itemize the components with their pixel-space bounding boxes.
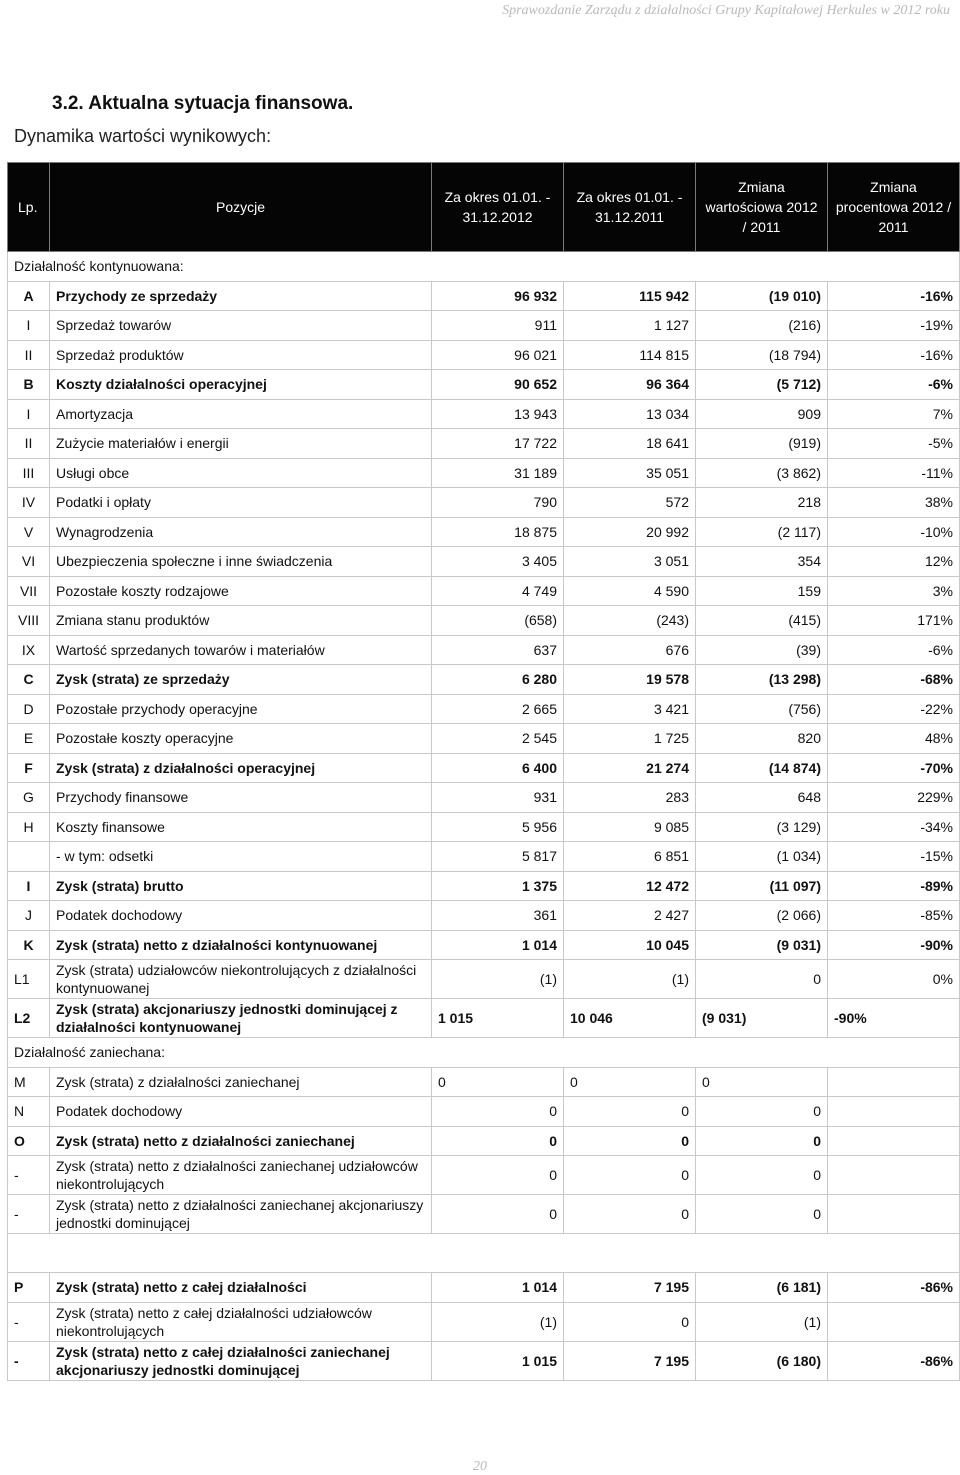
table-row <box>8 340 960 370</box>
row-value-2012: 637 <box>432 635 564 665</box>
row-value-2012: 96 021 <box>432 340 564 370</box>
row-percent <box>828 1156 960 1195</box>
row-value-2011: 572 <box>564 488 696 518</box>
row-change: 218 <box>696 488 828 518</box>
row-lp: - <box>8 1341 50 1380</box>
row-name: Zysk (strata) z działalności zaniechanej <box>50 1067 432 1097</box>
table-row <box>8 930 960 960</box>
row-percent: -10% <box>828 517 960 547</box>
row-change: (5 712) <box>696 370 828 400</box>
row-name: Zysk (strata) netto z całej działalności zaniechanej akcjonariuszy jednostki dominującej <box>50 1341 432 1380</box>
row-change: (1 034) <box>696 842 828 872</box>
row-change: 0 <box>696 1195 828 1234</box>
row-lp <box>8 842 50 872</box>
row-value-2011: 10 046 <box>564 999 696 1038</box>
row-lp: E <box>8 724 50 754</box>
row-percent: -68% <box>828 665 960 695</box>
table-row <box>8 812 960 842</box>
row-value-2011: 0 <box>564 1097 696 1127</box>
row-percent <box>828 1067 960 1097</box>
table-row <box>8 665 960 695</box>
running-header: Sprawozdanie Zarządu z działalności Grupy Kapitałowej Herkules w 2012 roku <box>502 3 950 18</box>
row-percent: 171% <box>828 606 960 636</box>
row-value-2012: 31 189 <box>432 458 564 488</box>
row-lp: K <box>8 930 50 960</box>
row-name: - w tym: odsetki <box>50 842 432 872</box>
row-name: Podatki i opłaty <box>50 488 432 518</box>
row-change: (6 180) <box>696 1341 828 1380</box>
row-value-2011: 7 195 <box>564 1273 696 1303</box>
row-change: (2 066) <box>696 901 828 931</box>
row-value-2012: 4 749 <box>432 576 564 606</box>
row-name: Zysk (strata) ze sprzedaży <box>50 665 432 695</box>
header-percent-change: Zmiana procentowa 2012 / 2011 <box>828 163 960 252</box>
row-percent: -6% <box>828 635 960 665</box>
row-percent: -6% <box>828 370 960 400</box>
row-value-2011: 21 274 <box>564 753 696 783</box>
row-value-2012: 0 <box>432 1097 564 1127</box>
row-lp: - <box>8 1195 50 1234</box>
row-value-2012: 13 943 <box>432 399 564 429</box>
financial-table <box>7 162 960 1381</box>
row-change: (13 298) <box>696 665 828 695</box>
row-value-2011: 0 <box>564 1156 696 1195</box>
row-lp: III <box>8 458 50 488</box>
row-lp: C <box>8 665 50 695</box>
row-name: Zysk (strata) netto z działalności kontynuowanej <box>50 930 432 960</box>
row-percent: 3% <box>828 576 960 606</box>
row-lp: B <box>8 370 50 400</box>
row-change: 648 <box>696 783 828 813</box>
header-period-2012: Za okres 01.01. - 31.12.2012 <box>432 163 564 252</box>
row-lp: G <box>8 783 50 813</box>
row-percent <box>828 1097 960 1127</box>
row-name: Zysk (strata) netto z działalności zaniechanej udziałowców niekontrolujących <box>50 1156 432 1195</box>
row-value-2012: 96 932 <box>432 281 564 311</box>
row-change: (18 794) <box>696 340 828 370</box>
row-value-2012: 1 015 <box>432 1341 564 1380</box>
row-name: Zysk (strata) netto z całej działalności udziałowców niekontrolujących <box>50 1302 432 1341</box>
row-name: Przychody ze sprzedaży <box>50 281 432 311</box>
table-row-p <box>8 1273 960 1303</box>
row-name: Podatek dochodowy <box>50 1097 432 1127</box>
row-name: Przychody finansowe <box>50 783 432 813</box>
row-name: Zysk (strata) netto z działalności zaniechanej <box>50 1126 432 1156</box>
row-value-2012: 911 <box>432 311 564 341</box>
row-lp: IV <box>8 488 50 518</box>
row-value-2011: 115 942 <box>564 281 696 311</box>
row-value-2012: 18 875 <box>432 517 564 547</box>
row-name: Zysk (strata) brutto <box>50 871 432 901</box>
table-row <box>8 871 960 901</box>
row-lp: H <box>8 812 50 842</box>
row-value-2011: 676 <box>564 635 696 665</box>
row-percent: -85% <box>828 901 960 931</box>
row-value-2011: 20 992 <box>564 517 696 547</box>
row-name: Amortyzacja <box>50 399 432 429</box>
row-percent: 229% <box>828 783 960 813</box>
table-row-total-parent <box>8 1341 960 1380</box>
row-value-2012: 1 014 <box>432 1273 564 1303</box>
table-row-total-minority <box>8 1302 960 1341</box>
row-lp: I <box>8 871 50 901</box>
row-percent: -11% <box>828 458 960 488</box>
row-name: Zysk (strata) akcjonariuszy jednostki dominującej z działalności kontynuowanej <box>50 999 432 1038</box>
row-value-2012: 0 <box>432 1156 564 1195</box>
row-value-2012: 6 400 <box>432 753 564 783</box>
subtitle: Dynamika wartości wynikowych: <box>14 126 272 146</box>
row-percent <box>828 1302 960 1341</box>
row-lp: VI <box>8 547 50 577</box>
row-percent <box>828 1195 960 1234</box>
row-value-2011: 0 <box>564 1302 696 1341</box>
row-value-2011: 0 <box>564 1126 696 1156</box>
table-header-row <box>8 163 960 252</box>
row-name: Zysk (strata) udziałowców niekontrolujących z działalności kontynuowanej <box>50 960 432 999</box>
table-row <box>8 458 960 488</box>
row-value-2012: 931 <box>432 783 564 813</box>
table-row <box>8 901 960 931</box>
row-lp: M <box>8 1067 50 1097</box>
row-value-2012: 1 375 <box>432 871 564 901</box>
section-row-discontinued <box>8 1038 960 1068</box>
row-name: Zysk (strata) netto z całej działalności <box>50 1273 432 1303</box>
row-percent: 12% <box>828 547 960 577</box>
row-change: 909 <box>696 399 828 429</box>
row-lp: P <box>8 1273 50 1303</box>
row-change: 820 <box>696 724 828 754</box>
row-name: Zysk (strata) netto z działalności zaniechanej akcjonariuszy jednostki dominującej <box>50 1195 432 1234</box>
row-value-2012: 361 <box>432 901 564 931</box>
row-change: (6 181) <box>696 1273 828 1303</box>
page-number: 20 <box>473 1459 487 1474</box>
row-change: (919) <box>696 429 828 459</box>
row-name: Zużycie materiałów i energii <box>50 429 432 459</box>
row-value-2012: 0 <box>432 1195 564 1234</box>
section-label-discontinued: Działalność zaniechana: <box>8 1038 960 1068</box>
table-row <box>8 606 960 636</box>
table-row <box>8 724 960 754</box>
row-lp: II <box>8 340 50 370</box>
row-lp: N <box>8 1097 50 1127</box>
header-items: Pozycje <box>50 163 432 252</box>
row-value-2012: (1) <box>432 1302 564 1341</box>
row-value-2012: 5 956 <box>432 812 564 842</box>
row-value-2011: 7 195 <box>564 1341 696 1380</box>
row-value-2012: 6 280 <box>432 665 564 695</box>
table-row <box>8 783 960 813</box>
row-name: Koszty finansowe <box>50 812 432 842</box>
table-row <box>8 399 960 429</box>
row-percent: 0% <box>828 960 960 999</box>
row-percent: -34% <box>828 812 960 842</box>
table-row-o <box>8 1126 960 1156</box>
row-lp: I <box>8 311 50 341</box>
row-value-2011: 1 127 <box>564 311 696 341</box>
row-percent: -90% <box>828 930 960 960</box>
row-percent: -86% <box>828 1341 960 1380</box>
header-lp: Lp. <box>8 163 50 252</box>
row-value-2011: 35 051 <box>564 458 696 488</box>
row-change: 0 <box>696 960 828 999</box>
row-value-2011: 6 851 <box>564 842 696 872</box>
row-percent: -5% <box>828 429 960 459</box>
row-lp: D <box>8 694 50 724</box>
row-lp: F <box>8 753 50 783</box>
row-value-2012: 5 817 <box>432 842 564 872</box>
row-change: 0 <box>696 1156 828 1195</box>
row-value-2011: 283 <box>564 783 696 813</box>
row-name: Sprzedaż produktów <box>50 340 432 370</box>
row-percent: -15% <box>828 842 960 872</box>
row-value-2012: 2 545 <box>432 724 564 754</box>
row-name: Sprzedaż towarów <box>50 311 432 341</box>
row-lp: VIII <box>8 606 50 636</box>
row-name: Pozostałe koszty rodzajowe <box>50 576 432 606</box>
section-label-continuing: Działalność kontynuowana: <box>8 252 960 282</box>
table-row <box>8 576 960 606</box>
row-percent: -16% <box>828 340 960 370</box>
row-change: (216) <box>696 311 828 341</box>
section-title: 3.2. Aktualna sytuacja finansowa. <box>52 93 354 114</box>
table-row-discontinued-parent <box>8 1195 960 1234</box>
row-value-2012: (658) <box>432 606 564 636</box>
row-name: Zmiana stanu produktów <box>50 606 432 636</box>
row-name: Koszty działalności operacyjnej <box>50 370 432 400</box>
table-row <box>8 842 960 872</box>
table-row <box>8 753 960 783</box>
row-lp: - <box>8 1302 50 1341</box>
row-value-2011: 3 051 <box>564 547 696 577</box>
row-lp: A <box>8 281 50 311</box>
table-row-l2 <box>8 999 960 1038</box>
row-percent: -90% <box>828 999 960 1038</box>
row-value-2012: 790 <box>432 488 564 518</box>
row-value-2012: 1 014 <box>432 930 564 960</box>
row-percent: -22% <box>828 694 960 724</box>
row-change: (11 097) <box>696 871 828 901</box>
row-value-2011: 9 085 <box>564 812 696 842</box>
row-value-2012: 17 722 <box>432 429 564 459</box>
row-value-2012: (1) <box>432 960 564 999</box>
row-name: Pozostałe przychody operacyjne <box>50 694 432 724</box>
table-row <box>8 547 960 577</box>
row-change: (3 129) <box>696 812 828 842</box>
row-name: Usługi obce <box>50 458 432 488</box>
row-lp: I <box>8 399 50 429</box>
row-percent <box>828 1126 960 1156</box>
row-value-2011: 2 427 <box>564 901 696 931</box>
row-value-2011: 114 815 <box>564 340 696 370</box>
row-value-2011: 4 590 <box>564 576 696 606</box>
row-value-2011: 96 364 <box>564 370 696 400</box>
row-lp: IX <box>8 635 50 665</box>
row-value-2011: 19 578 <box>564 665 696 695</box>
row-value-2011: 12 472 <box>564 871 696 901</box>
header-value-change: Zmiana wartościowa 2012 / 2011 <box>696 163 828 252</box>
table-row <box>8 635 960 665</box>
row-percent: -16% <box>828 281 960 311</box>
row-value-2011: 10 045 <box>564 930 696 960</box>
row-change: (19 010) <box>696 281 828 311</box>
row-value-2011: 13 034 <box>564 399 696 429</box>
row-value-2012: 1 015 <box>432 999 564 1038</box>
table-row <box>8 370 960 400</box>
row-lp: V <box>8 517 50 547</box>
row-name: Pozostałe koszty operacyjne <box>50 724 432 754</box>
row-value-2011: 1 725 <box>564 724 696 754</box>
row-change: (415) <box>696 606 828 636</box>
table-row <box>8 488 960 518</box>
row-lp: VII <box>8 576 50 606</box>
row-lp: O <box>8 1126 50 1156</box>
table-row-l1 <box>8 960 960 999</box>
row-lp: L2 <box>8 999 50 1038</box>
row-change: (14 874) <box>696 753 828 783</box>
row-lp: II <box>8 429 50 459</box>
row-change: (756) <box>696 694 828 724</box>
row-percent: -19% <box>828 311 960 341</box>
table-row <box>8 429 960 459</box>
row-name: Wynagrodzenia <box>50 517 432 547</box>
row-value-2011: 0 <box>564 1067 696 1097</box>
header-period-2011: Za okres 01.01. - 31.12.2011 <box>564 163 696 252</box>
row-percent: 38% <box>828 488 960 518</box>
row-name: Wartość sprzedanych towarów i materiałów <box>50 635 432 665</box>
row-value-2011: (1) <box>564 960 696 999</box>
table-row <box>8 517 960 547</box>
row-value-2012: 0 <box>432 1067 564 1097</box>
row-lp: J <box>8 901 50 931</box>
table-row-discontinued-minority <box>8 1156 960 1195</box>
row-change: (39) <box>696 635 828 665</box>
row-value-2011: (243) <box>564 606 696 636</box>
row-value-2012: 2 665 <box>432 694 564 724</box>
row-percent: -89% <box>828 871 960 901</box>
row-name: Ubezpieczenia społeczne i inne świadczenia <box>50 547 432 577</box>
row-change: 0 <box>696 1097 828 1127</box>
row-value-2012: 90 652 <box>432 370 564 400</box>
spacer-cell <box>8 1234 960 1273</box>
table-row-m <box>8 1067 960 1097</box>
row-name: Zysk (strata) z działalności operacyjnej <box>50 753 432 783</box>
row-change: 0 <box>696 1126 828 1156</box>
table-row <box>8 694 960 724</box>
row-change: (3 862) <box>696 458 828 488</box>
row-change: (1) <box>696 1302 828 1341</box>
row-change: (9 031) <box>696 999 828 1038</box>
row-lp: L1 <box>8 960 50 999</box>
row-change: 0 <box>696 1067 828 1097</box>
table-row <box>8 281 960 311</box>
row-value-2011: 0 <box>564 1195 696 1234</box>
row-value-2011: 18 641 <box>564 429 696 459</box>
row-percent: 7% <box>828 399 960 429</box>
table-row-n <box>8 1097 960 1127</box>
row-change: 354 <box>696 547 828 577</box>
row-lp: - <box>8 1156 50 1195</box>
row-change: (9 031) <box>696 930 828 960</box>
row-percent: -86% <box>828 1273 960 1303</box>
row-value-2012: 0 <box>432 1126 564 1156</box>
row-percent: -70% <box>828 753 960 783</box>
table-row <box>8 311 960 341</box>
row-change: 159 <box>696 576 828 606</box>
row-value-2012: 3 405 <box>432 547 564 577</box>
row-name: Podatek dochodowy <box>50 901 432 931</box>
row-percent: 48% <box>828 724 960 754</box>
section-row-continuing <box>8 252 960 282</box>
row-change: (2 117) <box>696 517 828 547</box>
row-value-2011: 3 421 <box>564 694 696 724</box>
table-row-spacer <box>8 1234 960 1273</box>
